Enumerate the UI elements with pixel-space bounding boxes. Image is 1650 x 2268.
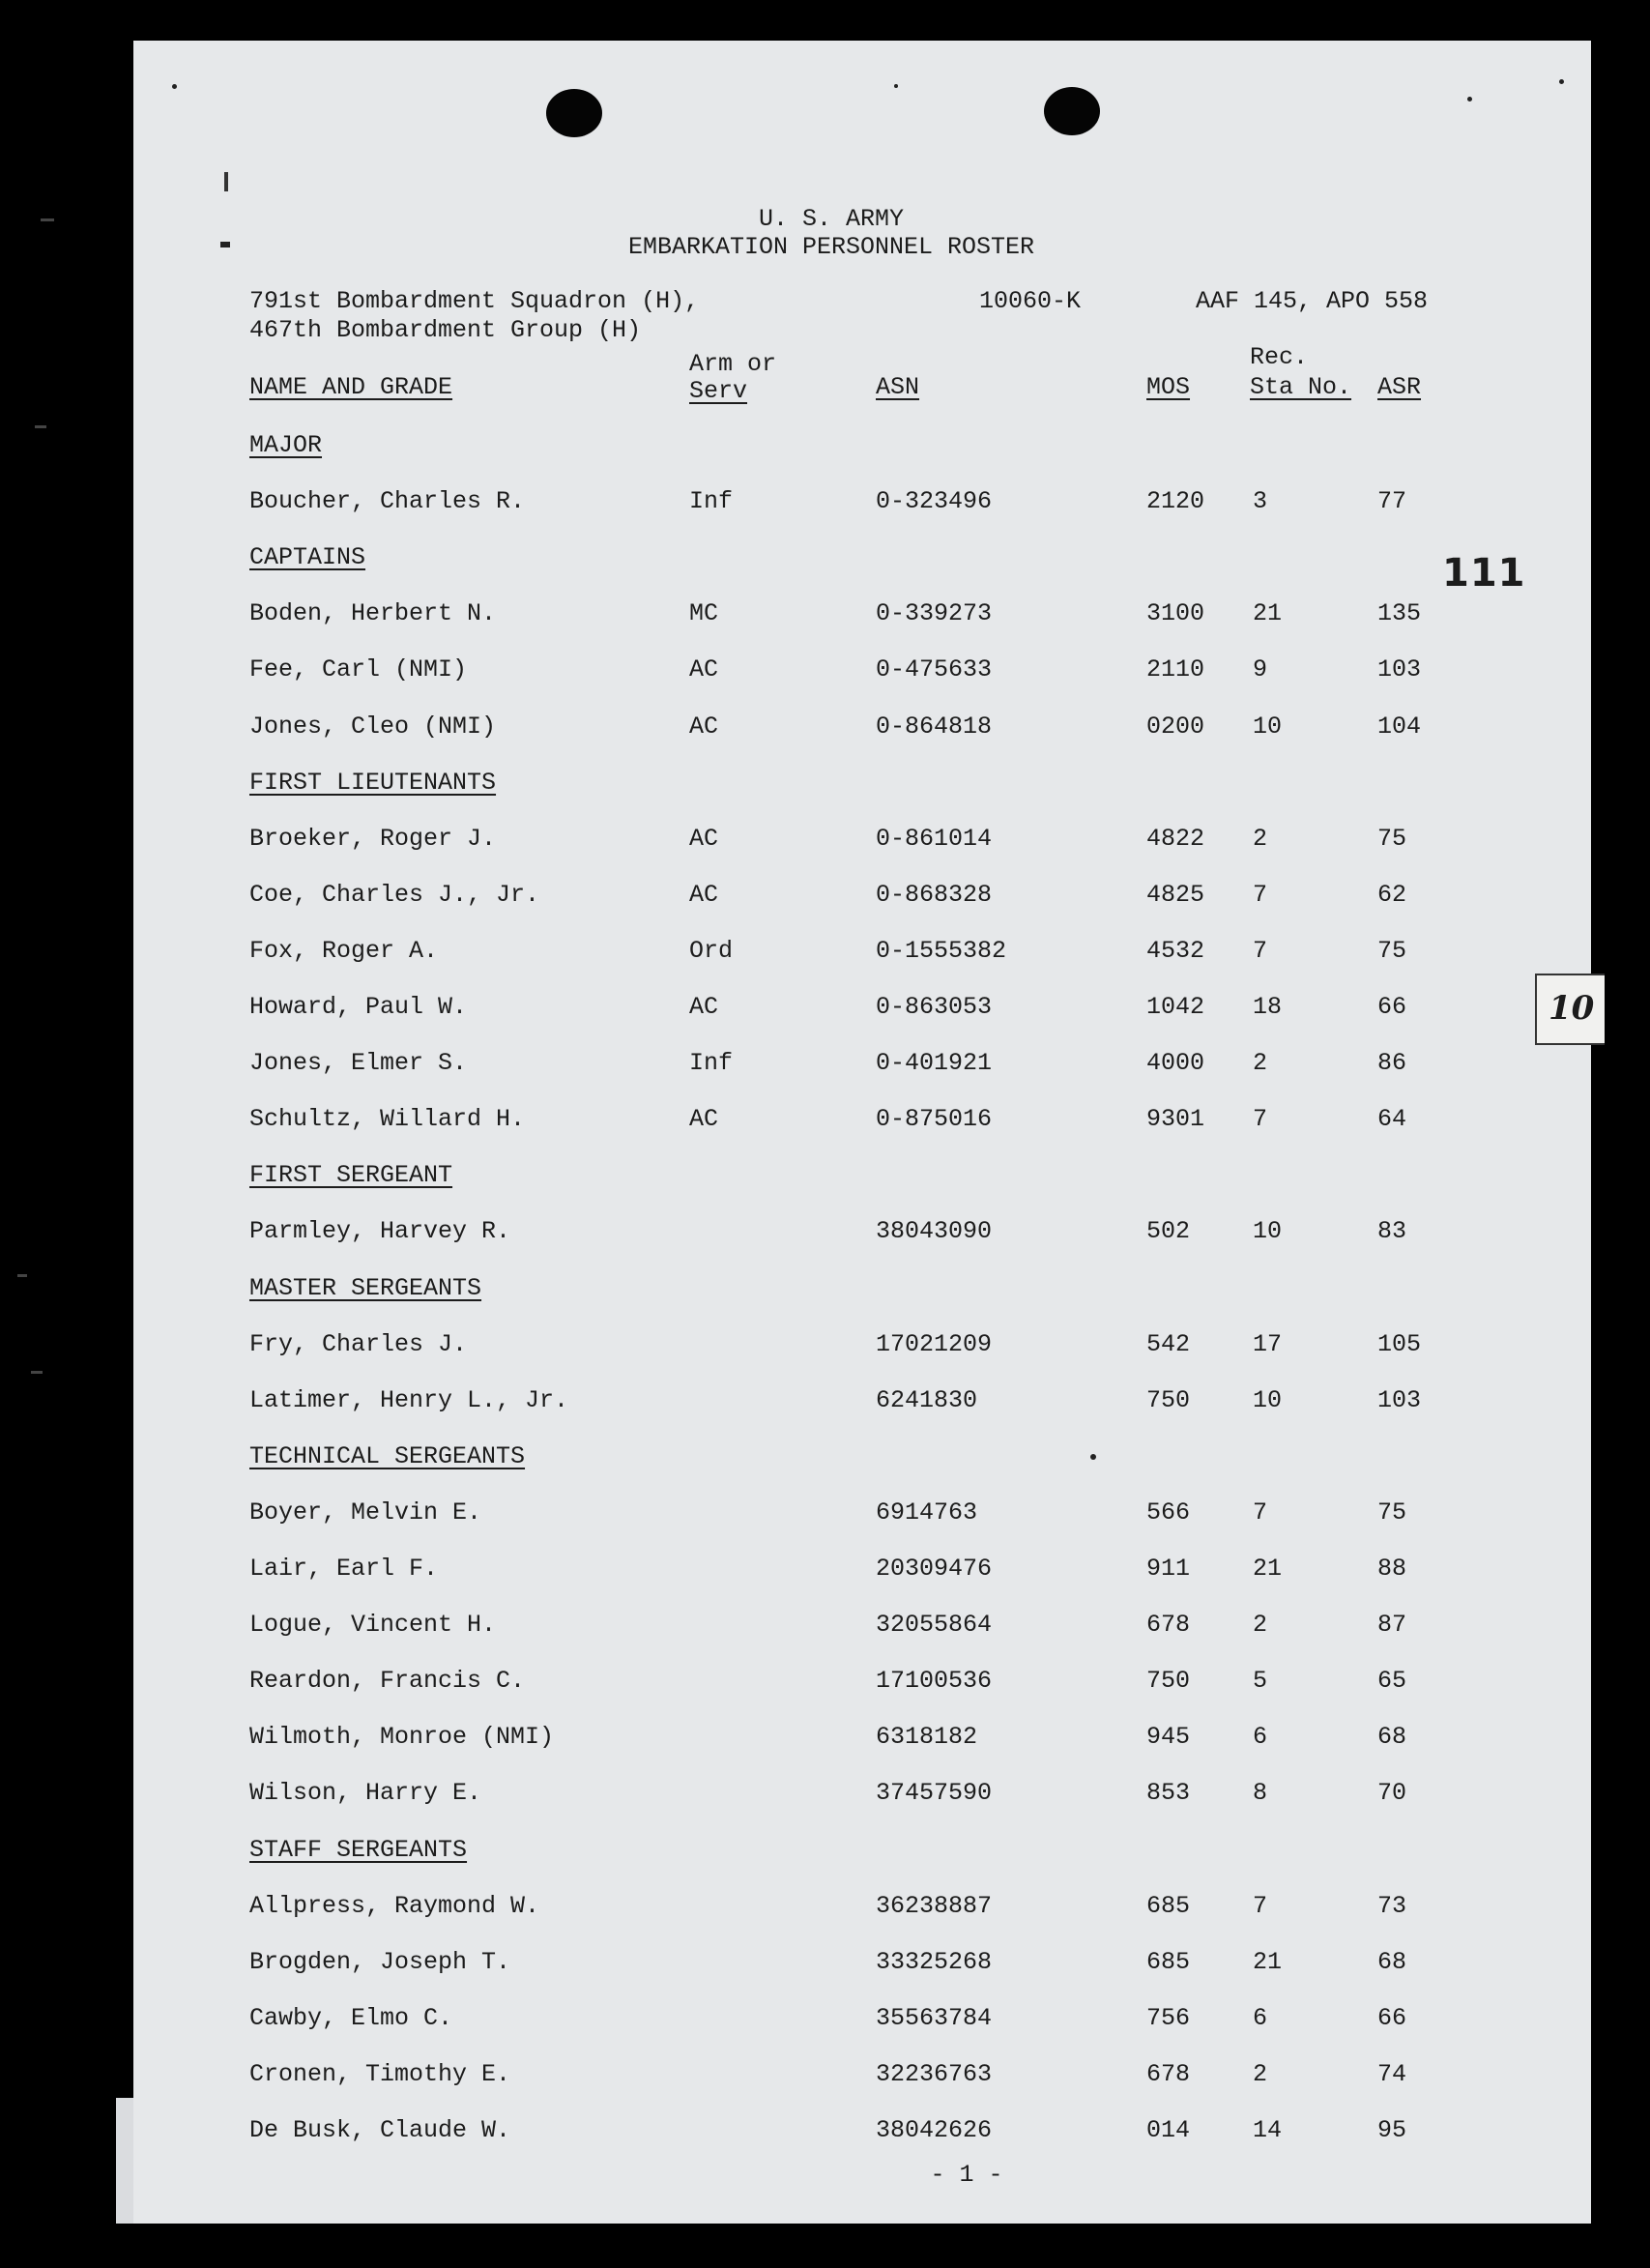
cell-asr: 75 [1377, 825, 1407, 853]
cell-arm: MC [689, 599, 719, 627]
cell-arm: Inf [689, 487, 734, 515]
cell-mos: 945 [1146, 1723, 1191, 1751]
col-rec-line1: Rec. [1250, 343, 1309, 371]
cell-arm: AC [689, 881, 719, 909]
index-tab [1535, 974, 1605, 1045]
cell-mos: 4825 [1146, 881, 1205, 909]
cell-mos: 678 [1146, 2060, 1191, 2088]
cell-asn: 0-323496 [876, 487, 993, 515]
cell-mos: 685 [1146, 1948, 1191, 1976]
col-asr: ASR [1377, 373, 1422, 401]
cell-sta: 7 [1253, 1892, 1268, 1920]
cell-asr: 83 [1377, 1217, 1407, 1245]
cell-sta: 14 [1253, 2116, 1283, 2144]
cell-sta: 21 [1253, 599, 1283, 627]
cell-name: Jones, Elmer S. [249, 1049, 468, 1077]
grade-heading: CAPTAINS [249, 543, 366, 571]
cell-asn: 0-863053 [876, 993, 993, 1021]
cell-sta: 7 [1253, 881, 1268, 909]
grade-heading: FIRST LIEUTENANTS [249, 769, 497, 797]
cell-mos: 566 [1146, 1498, 1191, 1527]
edge-mark [224, 172, 228, 191]
cell-name: Wilmoth, Monroe (NMI) [249, 1723, 555, 1751]
cell-sta: 7 [1253, 1498, 1268, 1527]
cell-name: Logue, Vincent H. [249, 1611, 497, 1639]
cell-mos: 4532 [1146, 937, 1205, 965]
cell-name: Fry, Charles J. [249, 1330, 468, 1358]
speck [1559, 79, 1564, 84]
cell-name: Boden, Herbert N. [249, 599, 497, 627]
cell-asr: 75 [1377, 937, 1407, 965]
cell-sta: 6 [1253, 1723, 1268, 1751]
cell-asr: 135 [1377, 599, 1422, 627]
cell-asr: 103 [1377, 1386, 1422, 1414]
grade-heading: TECHNICAL SERGEANTS [249, 1442, 526, 1470]
cell-asr: 66 [1377, 2004, 1407, 2032]
grade-heading: STAFF SERGEANTS [249, 1836, 468, 1864]
cell-name: Boyer, Melvin E. [249, 1498, 482, 1527]
col-name-grade: NAME AND GRADE [249, 373, 453, 401]
cell-asr: 103 [1377, 655, 1422, 683]
cell-asr: 62 [1377, 881, 1407, 909]
cell-name: Wilson, Harry E. [249, 1779, 482, 1807]
cell-asr: 64 [1377, 1105, 1407, 1133]
cell-name: Howard, Paul W. [249, 993, 468, 1021]
margin-number: 111 [1442, 551, 1526, 596]
cell-asr: 73 [1377, 1892, 1407, 1920]
cell-asn: 6241830 [876, 1386, 978, 1414]
cell-mos: 1042 [1146, 993, 1205, 1021]
cell-asn: 6914763 [876, 1498, 978, 1527]
header-line-1: U. S. ARMY [758, 205, 905, 233]
cell-asn: 17021209 [876, 1330, 993, 1358]
speck [1467, 97, 1472, 102]
edge-mark [17, 1274, 27, 1277]
cell-mos: 9301 [1146, 1105, 1205, 1133]
cell-asn: 0-401921 [876, 1049, 993, 1077]
cell-arm: Ord [689, 937, 734, 965]
index-tab-number: 10 [1549, 989, 1595, 1028]
cell-mos: 853 [1146, 1779, 1191, 1807]
cell-sta: 21 [1253, 1948, 1283, 1976]
cell-asr: 66 [1377, 993, 1407, 1021]
cell-asr: 74 [1377, 2060, 1407, 2088]
cell-mos: 502 [1146, 1217, 1191, 1245]
cell-asn: 20309476 [876, 1555, 993, 1583]
cell-sta: 2 [1253, 2060, 1268, 2088]
cell-sta: 10 [1253, 1217, 1283, 1245]
cell-asr: 105 [1377, 1330, 1422, 1358]
cell-mos: 685 [1146, 1892, 1191, 1920]
speck [1090, 1454, 1096, 1460]
cell-mos: 014 [1146, 2116, 1191, 2144]
unit-squadron: 791st Bombardment Squadron (H), [249, 287, 700, 315]
cell-name: De Busk, Claude W. [249, 2116, 511, 2144]
grade-heading: FIRST SERGEANT [249, 1161, 453, 1189]
cell-asn: 0-475633 [876, 655, 993, 683]
cell-mos: 4000 [1146, 1049, 1205, 1077]
cell-asr: 104 [1377, 712, 1422, 741]
cell-asn: 37457590 [876, 1779, 993, 1807]
cell-sta: 3 [1253, 487, 1268, 515]
cell-asn: 0-1555382 [876, 937, 1007, 965]
cell-name: Fox, Roger A. [249, 937, 439, 965]
cell-mos: 4822 [1146, 825, 1205, 853]
cell-asr: 88 [1377, 1555, 1407, 1583]
cell-sta: 5 [1253, 1667, 1268, 1695]
cell-asn: 35563784 [876, 2004, 993, 2032]
cell-asr: 75 [1377, 1498, 1407, 1527]
cell-name: Broeker, Roger J. [249, 825, 497, 853]
header-line-2: EMBARKATION PERSONNEL ROSTER [627, 233, 1035, 261]
cell-sta: 9 [1253, 655, 1268, 683]
cell-mos: 0200 [1146, 712, 1205, 741]
punch-hole-left [546, 89, 602, 137]
grade-heading: MAJOR [249, 431, 323, 459]
cell-asn: 36238887 [876, 1892, 993, 1920]
cell-name: Cronen, Timothy E. [249, 2060, 511, 2088]
unit-code: 10060-K [979, 287, 1082, 315]
col-sta-no: Sta No. [1250, 373, 1352, 401]
cell-arm: AC [689, 1105, 719, 1133]
cell-asn: 0-861014 [876, 825, 993, 853]
cell-name: Schultz, Willard H. [249, 1105, 526, 1133]
cell-name: Allpress, Raymond W. [249, 1892, 540, 1920]
cell-mos: 3100 [1146, 599, 1205, 627]
cell-asn: 6318182 [876, 1723, 978, 1751]
cell-asn: 32055864 [876, 1611, 993, 1639]
cell-name: Lair, Earl F. [249, 1555, 439, 1583]
cell-arm: AC [689, 712, 719, 741]
col-asn: ASN [876, 373, 920, 401]
cell-asn: 38042626 [876, 2116, 993, 2144]
grade-heading: MASTER SERGEANTS [249, 1274, 482, 1302]
cell-mos: 756 [1146, 2004, 1191, 2032]
cell-asr: 68 [1377, 1948, 1407, 1976]
cell-sta: 8 [1253, 1779, 1268, 1807]
cell-sta: 7 [1253, 937, 1268, 965]
cell-arm: AC [689, 993, 719, 1021]
cell-mos: 911 [1146, 1555, 1191, 1583]
col-arm-line1: Arm or [689, 350, 777, 378]
edge-mark [31, 1371, 43, 1374]
cell-asr: 95 [1377, 2116, 1407, 2144]
unit-group: 467th Bombardment Group (H) [249, 316, 642, 344]
cell-asn: 0-868328 [876, 881, 993, 909]
cell-asn: 0-875016 [876, 1105, 993, 1133]
cell-asn: 32236763 [876, 2060, 993, 2088]
cell-mos: 2110 [1146, 655, 1205, 683]
cell-sta: 2 [1253, 825, 1268, 853]
cell-name: Boucher, Charles R. [249, 487, 526, 515]
cell-name: Brogden, Joseph T. [249, 1948, 511, 1976]
edge-mark [41, 218, 54, 221]
punch-hole-right [1044, 87, 1100, 135]
cell-sta: 2 [1253, 1611, 1268, 1639]
cell-asn: 33325268 [876, 1948, 993, 1976]
cell-arm: AC [689, 655, 719, 683]
cell-arm: AC [689, 825, 719, 853]
cell-sta: 10 [1253, 712, 1283, 741]
cell-mos: 2120 [1146, 487, 1205, 515]
cell-name: Fee, Carl (NMI) [249, 655, 468, 683]
cell-asr: 68 [1377, 1723, 1407, 1751]
cell-sta: 21 [1253, 1555, 1283, 1583]
cell-asr: 86 [1377, 1049, 1407, 1077]
cell-name: Latimer, Henry L., Jr. [249, 1386, 569, 1414]
cell-mos: 542 [1146, 1330, 1191, 1358]
cell-asn: 17100536 [876, 1667, 993, 1695]
cell-mos: 750 [1146, 1667, 1191, 1695]
cell-name: Coe, Charles J., Jr. [249, 881, 540, 909]
cell-sta: 10 [1253, 1386, 1283, 1414]
cell-asn: 38043090 [876, 1217, 993, 1245]
speck [894, 84, 898, 88]
cell-name: Parmley, Harvey R. [249, 1217, 511, 1245]
cell-name: Cawby, Elmo C. [249, 2004, 453, 2032]
cell-sta: 7 [1253, 1105, 1268, 1133]
cell-name: Jones, Cleo (NMI) [249, 712, 497, 741]
edge-mark [35, 425, 46, 428]
speck [172, 84, 177, 89]
cell-asr: 65 [1377, 1667, 1407, 1695]
edge-mark [220, 242, 230, 247]
cell-name: Reardon, Francis C. [249, 1667, 526, 1695]
cell-sta: 6 [1253, 2004, 1268, 2032]
cell-sta: 18 [1253, 993, 1283, 1021]
cell-asn: 0-864818 [876, 712, 993, 741]
page-number: - 1 - [930, 2161, 1003, 2189]
cell-mos: 678 [1146, 1611, 1191, 1639]
unit-station: AAF 145, APO 558 [1196, 287, 1429, 315]
cell-asr: 70 [1377, 1779, 1407, 1807]
cell-asn: 0-339273 [876, 599, 993, 627]
col-arm-line2: Serv [689, 377, 748, 405]
cell-asr: 77 [1377, 487, 1407, 515]
cell-arm: Inf [689, 1049, 734, 1077]
cell-asr: 87 [1377, 1611, 1407, 1639]
cell-sta: 17 [1253, 1330, 1283, 1358]
cell-sta: 2 [1253, 1049, 1268, 1077]
cell-mos: 750 [1146, 1386, 1191, 1414]
col-mos: MOS [1146, 373, 1191, 401]
